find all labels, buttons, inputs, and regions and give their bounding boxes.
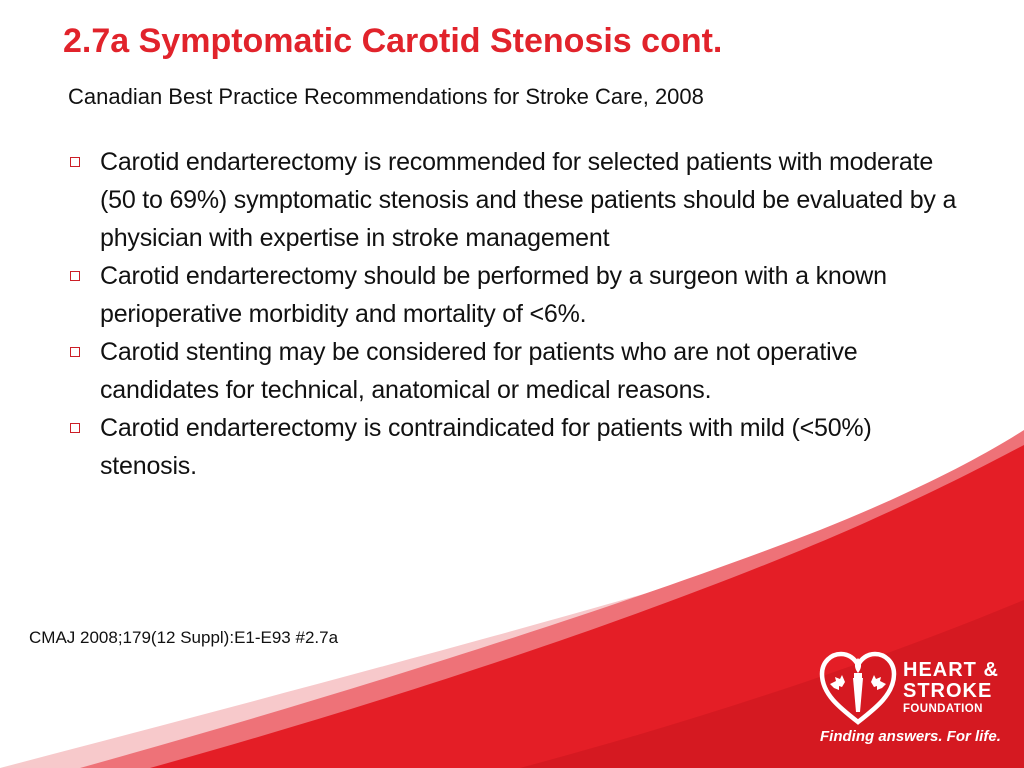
hollow-square-icon bbox=[70, 157, 80, 167]
citation: CMAJ 2008;179(12 Suppl):E1-E93 #2.7a bbox=[29, 628, 339, 647]
slide-subtitle: Canadian Best Practice Recommendations for Stroke Care, 2008 bbox=[68, 84, 704, 109]
logo-tagline: Finding answers. For life. bbox=[820, 728, 1001, 745]
logo-line-stroke: STROKE bbox=[903, 680, 993, 702]
foundation-logo-text bbox=[903, 660, 999, 717]
heart-torch-maple-leaf-icon bbox=[818, 650, 898, 726]
hollow-square-icon bbox=[70, 423, 80, 433]
list-item-text: Carotid endarterectomy should be performed by a surgeon with a known perioperative morbidity and mortality of <6%. bbox=[100, 262, 887, 328]
list-item bbox=[60, 409, 965, 485]
list-item bbox=[60, 143, 965, 257]
list-item bbox=[60, 333, 965, 409]
logo-line-foundation: FOUNDATION bbox=[903, 703, 983, 715]
slide-title: 2.7a Symptomatic Carotid Stenosis cont. bbox=[63, 22, 723, 60]
list-item-text: Carotid endarterectomy is recommended for selected patients with moderate (50 to 69%) symptomatic stenosis and these patients should be evaluated by a physician with expertise in stroke management bbox=[100, 148, 957, 252]
hollow-square-icon bbox=[70, 271, 80, 281]
list-item bbox=[60, 257, 965, 333]
list-item-text: Carotid stenting may be considered for patients who are not operative candidates for technical, anatomical or medical reasons. bbox=[100, 338, 858, 404]
recommendation-list bbox=[60, 143, 965, 485]
hollow-square-icon bbox=[70, 347, 80, 357]
logo-line-heart: HEART & bbox=[903, 659, 999, 681]
list-item-text: Carotid endarterectomy is contraindicated for patients with mild (<50%) stenosis. bbox=[100, 414, 872, 480]
